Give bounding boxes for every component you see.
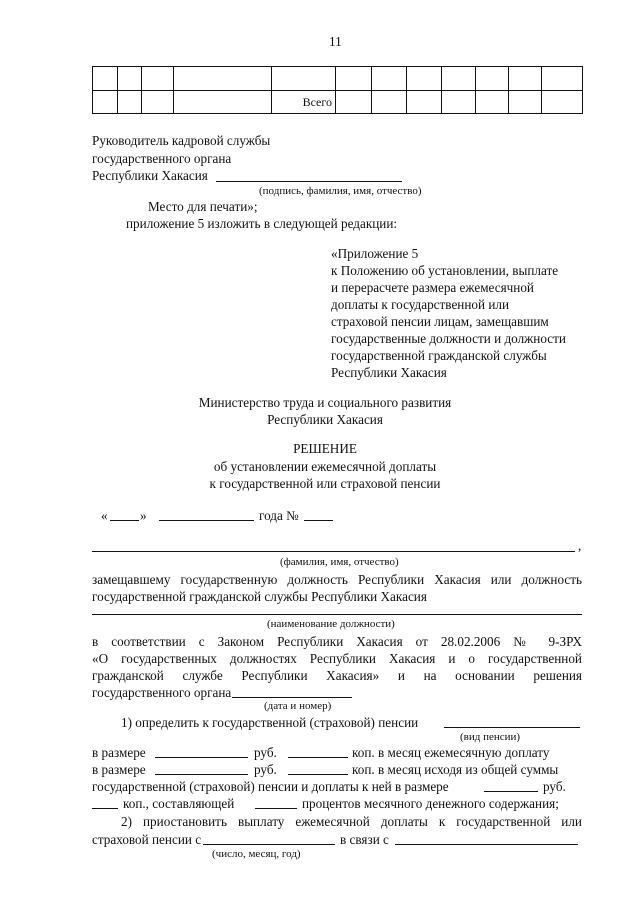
appendix-line: к Положению об установлении, выплате	[331, 263, 559, 278]
table-cell	[142, 67, 174, 91]
signature-line	[216, 181, 402, 182]
amount2-rub: руб.	[254, 762, 277, 777]
item2-mid: в связи с	[340, 832, 389, 847]
head-line-3: Республики Хакасия	[92, 168, 208, 183]
table-cell	[142, 91, 174, 114]
date-caption: (число, месяц, год)	[212, 848, 301, 860]
date-number-line	[232, 697, 352, 698]
law-line-3: гражданской службе Республики Хакасия» и на основании решения	[92, 668, 582, 683]
suspend-reason-line	[395, 844, 578, 845]
amount2-prefix: в размере	[92, 762, 146, 777]
sum-rub-line	[484, 791, 538, 792]
table-cell	[272, 67, 336, 91]
table-total-label: Всего	[272, 91, 336, 114]
table-cell	[442, 67, 476, 91]
sum-kop-line	[92, 808, 118, 809]
head-line-1: Руководитель кадровой службы	[92, 133, 271, 148]
signature-caption: (подпись, фамилия, имя, отчество)	[259, 185, 422, 197]
decision-number-line	[304, 520, 333, 521]
table-cell	[476, 67, 509, 91]
table-cell	[93, 67, 118, 91]
table-cell	[336, 91, 372, 114]
decision-title: РЕШЕНИЕ	[293, 441, 357, 456]
position-line	[92, 614, 582, 615]
table-cell	[174, 67, 272, 91]
appendix-line: доплаты к государственной или	[331, 297, 510, 312]
law-line-1: в соответствии с Законом Республики Хакасия от 28.02.2006 № 9-ЗРХ	[92, 634, 582, 649]
appendix-line: и перерасчете размера ежемесячной	[331, 280, 534, 295]
appendix-line: страховой пенсии лицам, замещавшим	[331, 314, 549, 329]
table-cell	[476, 91, 509, 114]
table-cell	[509, 67, 542, 91]
table-cell	[336, 67, 372, 91]
stamp-text: Место для печати»;	[148, 199, 258, 214]
pension-type-caption: (вид пенсии)	[460, 731, 521, 743]
kop-line-2: процентов месячного денежного содержания;	[302, 796, 559, 811]
date-open-quote: «	[101, 508, 108, 523]
amount2-rub-line	[155, 774, 248, 775]
ministry-line-1: Министерство труда и социального развития	[198, 395, 452, 410]
table-cell	[372, 67, 407, 91]
suspend-date-line	[203, 844, 335, 845]
table-cell	[372, 91, 407, 114]
pension-type-line	[444, 727, 580, 728]
appendix-line: «Приложение 5	[331, 246, 419, 261]
item1-text: 1) определить к государственной (страховой) пенсии	[121, 715, 419, 730]
percent-line	[255, 808, 297, 809]
date-day-line	[110, 520, 139, 521]
amount1-prefix: в размере	[92, 745, 146, 760]
appendix-line: государственной гражданской службы	[331, 348, 547, 363]
date-number-caption: (дата и номер)	[264, 700, 332, 712]
amount1-rub-line	[155, 757, 248, 758]
amend-text: приложение 5 изложить в следующей редакции:	[126, 216, 398, 231]
fio-comma: ,	[578, 538, 582, 553]
table-cell	[542, 67, 583, 91]
decision-subtitle-2: к государственной или страховой пенсии	[209, 476, 441, 491]
position-text-2: государственной гражданской службы Республики Хакасия	[92, 589, 427, 604]
amount1-kop-line	[288, 757, 348, 758]
kop-line-1: коп., составляющей	[123, 796, 235, 811]
amount1-rub: руб.	[254, 745, 277, 760]
law-line-4: государственного органа	[92, 685, 232, 700]
amount2-kop-line	[288, 774, 348, 775]
fio-line	[92, 551, 575, 552]
table-cell	[407, 91, 442, 114]
item2-prefix: страховой пенсии с	[92, 832, 202, 847]
page-number: 11	[329, 34, 342, 49]
date-year-label: года №	[259, 508, 299, 523]
sum-rub: руб.	[543, 779, 566, 794]
decision-subtitle-1: об установлении ежемесячной доплаты	[213, 459, 437, 474]
table-cell	[442, 91, 476, 114]
table-cell	[542, 91, 583, 114]
table-cell	[174, 91, 272, 114]
law-line-2: «О государственных должностях Республики Хакасия и о государственной	[92, 651, 582, 666]
appendix-line: государственные должности и должности	[331, 331, 566, 346]
item2-line-1: 2) приостановить выплату ежемесячной доплаты к государственной или	[121, 814, 582, 829]
table-cell	[407, 67, 442, 91]
date-close-quote: »	[140, 508, 147, 523]
ministry-line-2: Республики Хакасия	[267, 412, 383, 427]
table-cell	[93, 91, 118, 114]
table-cell	[118, 67, 142, 91]
position-text-1: замещавшему государственную должность Республики Хакасия или должность	[92, 572, 582, 587]
sum-line-text: государственной (страховой) пенсии и доплаты к ней в размере	[92, 779, 449, 794]
position-caption: (наименование должности)	[267, 618, 395, 630]
appendix-line: Республики Хакасия	[331, 365, 447, 380]
totals-table	[92, 66, 583, 114]
head-line-2: государственного органа	[92, 151, 232, 166]
table-cell	[118, 91, 142, 114]
date-month-line	[159, 520, 254, 521]
table-cell	[509, 91, 542, 114]
amount1-suffix: коп. в месяц ежемесячную доплату	[352, 745, 550, 760]
fio-caption: (фамилия, имя, отчество)	[280, 556, 399, 568]
amount2-suffix: коп. в месяц исходя из общей суммы	[352, 762, 559, 777]
